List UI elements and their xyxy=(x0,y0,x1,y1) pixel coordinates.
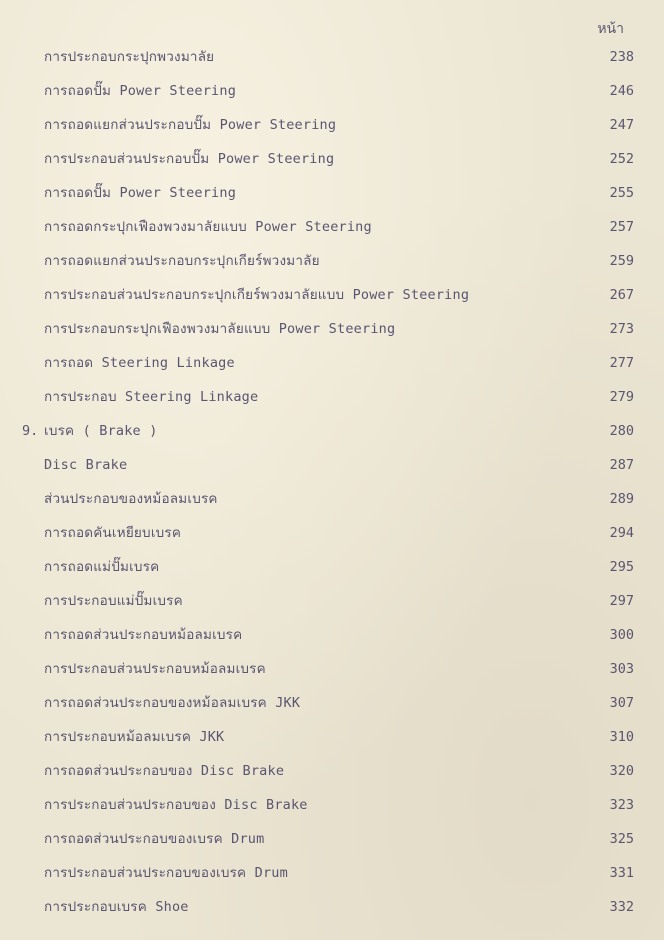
toc-page-number: 257 xyxy=(609,219,634,235)
toc-row xyxy=(22,720,634,754)
toc-title: การถอดแม่ปั๊มเบรค xyxy=(44,559,160,575)
toc-page-number: 307 xyxy=(609,695,634,711)
toc-row xyxy=(22,686,634,720)
toc-page-number: 303 xyxy=(609,661,634,677)
toc-row xyxy=(22,822,634,856)
toc-row xyxy=(22,550,634,584)
page-column-label: หน้า xyxy=(597,21,624,37)
toc-title: การถอดส่วนประกอบหม้อลมเบรค xyxy=(44,627,243,643)
toc-page-number: 252 xyxy=(609,151,634,167)
toc-page-number: 325 xyxy=(609,831,634,847)
toc-row xyxy=(22,210,634,244)
toc-page-number: 259 xyxy=(609,253,634,269)
toc-title: การประกอบกระปุกพวงมาลัย xyxy=(44,49,215,65)
toc-page-number: 300 xyxy=(609,627,634,643)
toc-page-number: 332 xyxy=(609,899,634,915)
toc-title: การประกอบส่วนประกอบกระปุกเกียร์พวงมาลัยแบบ Power Steering xyxy=(44,287,470,303)
toc-row xyxy=(22,482,634,516)
toc-title: การประกอบเบรค Shoe xyxy=(44,899,189,915)
toc-page-number: 320 xyxy=(609,763,634,779)
toc-page-number: 295 xyxy=(609,559,634,575)
toc-row xyxy=(22,414,634,448)
toc-page-number: 279 xyxy=(609,389,634,405)
toc-row xyxy=(22,278,634,312)
toc-row xyxy=(22,890,634,924)
toc-page-number: 287 xyxy=(609,457,634,473)
toc-title: การถอดส่วนประกอบของ Disc Brake xyxy=(44,763,285,779)
toc-row xyxy=(22,652,634,686)
toc-title: การประกอบส่วนประกอบหม้อลมเบรค xyxy=(44,661,266,677)
toc-page-number: 267 xyxy=(609,287,634,303)
toc-row xyxy=(22,74,634,108)
toc-title: การถอดส่วนประกอบของเบรค Drum xyxy=(44,831,265,847)
toc-title: การประกอบหม้อลมเบรค JKK xyxy=(44,729,225,745)
toc-title: การถอดแยกส่วนประกอบปั๊ม Power Steering xyxy=(44,117,337,133)
toc-number: 9. xyxy=(22,423,39,439)
toc-page-number: 273 xyxy=(609,321,634,337)
toc-title: การถอดปั๊ม Power Steering xyxy=(44,83,237,99)
toc-title: Disc Brake xyxy=(44,457,128,473)
toc-row xyxy=(22,108,634,142)
toc-row xyxy=(22,142,634,176)
toc-page-number: 280 xyxy=(609,423,634,439)
toc-title: การถอด Steering Linkage xyxy=(44,355,235,371)
toc-row xyxy=(22,176,634,210)
toc-row xyxy=(22,618,634,652)
toc-page-number: 277 xyxy=(609,355,634,371)
toc-title: การประกอบ Steering Linkage xyxy=(44,389,259,405)
toc-page-number: 255 xyxy=(609,185,634,201)
toc-row xyxy=(22,346,634,380)
toc-row xyxy=(22,788,634,822)
toc-title: การประกอบส่วนประกอบของ Disc Brake xyxy=(44,797,308,813)
toc-row xyxy=(22,584,634,618)
toc-row xyxy=(22,244,634,278)
toc-title: การประกอบกระปุกเฟืองพวงมาลัยแบบ Power Steering xyxy=(44,321,396,337)
toc-page-number: 331 xyxy=(609,865,634,881)
toc-row xyxy=(22,312,634,346)
toc-title: การประกอบแม่ปั๊มเบรค xyxy=(44,593,183,609)
toc-row xyxy=(22,516,634,550)
toc-title: เบรค ( Brake ) xyxy=(44,423,158,439)
toc-page-number: 297 xyxy=(609,593,634,609)
toc-page-number: 289 xyxy=(609,491,634,507)
toc-title: การถอดปั๊ม Power Steering xyxy=(44,185,237,201)
toc-title: การถอดแยกส่วนประกอบกระปุกเกียร์พวงมาลัย xyxy=(44,253,320,269)
toc-row xyxy=(22,448,634,482)
toc-title: การประกอบส่วนประกอบปั๊ม Power Steering xyxy=(44,151,335,167)
toc-title: การถอดคันเหยียบเบรค xyxy=(44,525,182,541)
toc-page-number: 238 xyxy=(609,49,634,65)
toc-page-number: 246 xyxy=(609,83,634,99)
toc-row xyxy=(22,380,634,414)
table-of-contents xyxy=(22,40,634,924)
toc-title: การประกอบส่วนประกอบของเบรค Drum xyxy=(44,865,288,881)
toc-row xyxy=(22,40,634,74)
toc-row xyxy=(22,856,634,890)
toc-title: การถอดกระปุกเฟืองพวงมาลัยแบบ Power Steering xyxy=(44,219,372,235)
toc-page-number: 294 xyxy=(609,525,634,541)
toc-row xyxy=(22,754,634,788)
toc-page-number: 310 xyxy=(609,729,634,745)
toc-page-number: 247 xyxy=(609,117,634,133)
toc-title: การถอดส่วนประกอบของหม้อลมเบรค JKK xyxy=(44,695,301,711)
toc-title: ส่วนประกอบของหม้อลมเบรค xyxy=(44,491,218,507)
toc-page-number: 323 xyxy=(609,797,634,813)
